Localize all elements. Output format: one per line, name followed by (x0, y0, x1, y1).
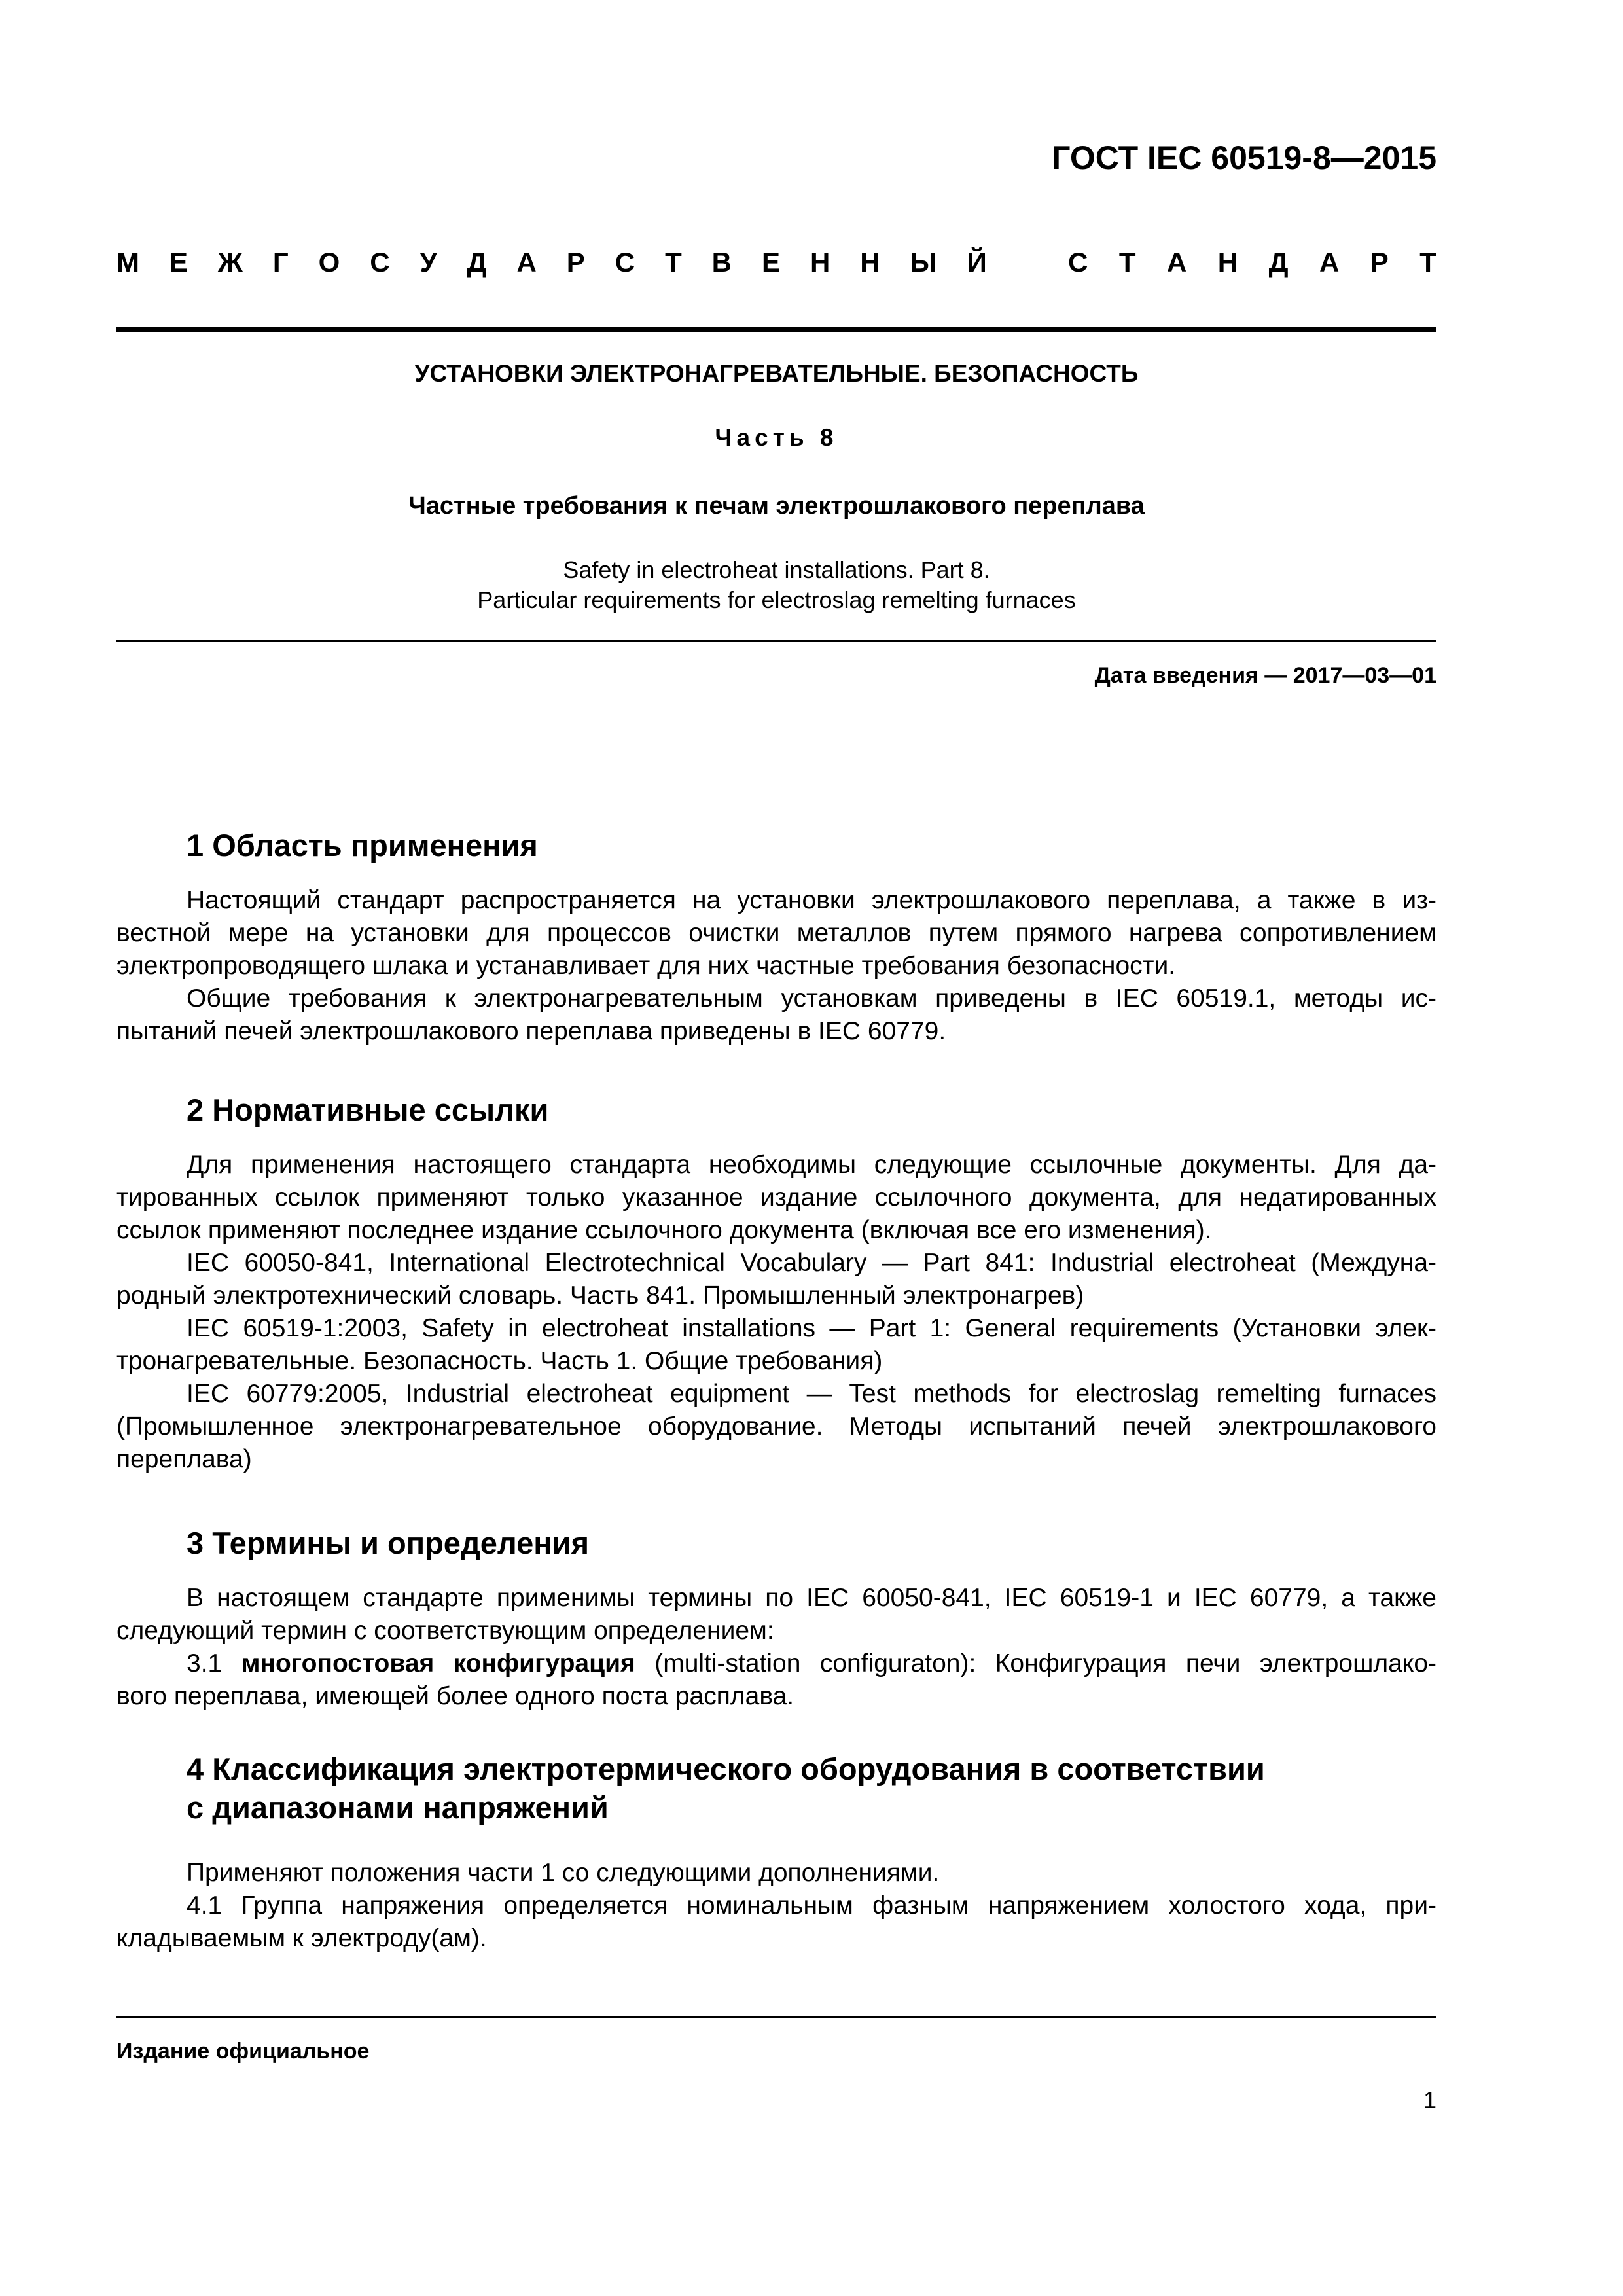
interstate-word-1 (116, 247, 987, 278)
heading-line: с диапазонами напряжений (187, 1790, 609, 1825)
text-line: Общие требования к электронагревательным установкам приведены в IEC 60519.1, методы ис- (187, 984, 1436, 1013)
letter: О (318, 247, 340, 278)
section-body-normative-references (116, 1149, 1436, 1476)
letter: А (1166, 247, 1187, 278)
english-title-line-1: Safety in electroheat installations. Part 8. (563, 556, 990, 583)
text-line: электропроводящего шлака и устанавливает для них частные требования безопасности. (116, 952, 1176, 980)
letter: Д (1268, 247, 1289, 278)
letter: Т (1419, 247, 1436, 278)
text-line: IEC 60779:2005, Industrial electroheat equipment — Test methods for electroslag remelting furnaces (187, 1380, 1436, 1408)
text-line: IEC 60050-841, International Electrotechnical Vocabulary — Part 841: Industrial electroheat (Междуна- (187, 1249, 1436, 1277)
letter: Е (169, 247, 188, 278)
letter: Ы (910, 247, 937, 278)
term-definition: (multi-station configuraton): Конфигурация печи электрошлако- (654, 1649, 1436, 1677)
text-line: IEC 60519-1:2003, Safety in electroheat installations — Part 1: General requirements (Установки элек- (187, 1314, 1436, 1342)
text-line: Настоящий стандарт распространяется на установки электрошлакового переплава, а также в из- (187, 886, 1436, 914)
english-title-line-2: Particular requirements for electroslag remelting furnaces (477, 586, 1076, 613)
letter: С (1068, 247, 1088, 278)
text-line: переплава) (116, 1445, 252, 1473)
section-heading-scope: 1 Область применения (187, 828, 538, 863)
letter: А (516, 247, 537, 278)
text-line: родный электротехнический словарь. Часть 841. Промышленный электронагрев) (116, 1282, 1084, 1310)
text-line: пытаний печей электрошлакового переплава приведены в IEC 60779. (116, 1017, 946, 1045)
term-number: 3.1 (187, 1649, 223, 1677)
section-heading-terms-definitions: 3 Термины и определения (187, 1526, 589, 1560)
text-line: вого переплава, имеющей более одного поста расплава. (116, 1682, 794, 1710)
introduction-date: Дата введения — 2017—03—01 (1094, 663, 1436, 688)
letter: Т (1118, 247, 1136, 278)
heading-line: 4 Классификация электротермического оборудования в соответствии (187, 1751, 1265, 1786)
letter: М (116, 247, 139, 278)
part-label: Часть 8 (715, 424, 838, 451)
section-heading-classification (187, 1749, 1265, 1827)
header-divider (116, 327, 1436, 332)
letter: А (1319, 247, 1340, 278)
official-edition-label: Издание официальное (116, 2039, 370, 2064)
title-divider (116, 640, 1436, 642)
text-line: вестной мере на установки для процессов очистки металлов путем прямого нагрева сопротивлением (116, 919, 1436, 947)
letter: Р (566, 247, 585, 278)
document-title: УСТАНОВКИ ЭЛЕКТРОНАГРЕВАТЕЛЬНЫЕ. БЕЗОПАСНОСТЬ (414, 360, 1139, 387)
letter: С (615, 247, 635, 278)
text-line: Для применения настоящего стандарта необходимы следующие ссылочные документы. Для да- (187, 1151, 1436, 1179)
text-line: В настоящем стандарте применимы термины по IEC 60050-841, IEC 60519-1 и IEC 60779, а также (187, 1584, 1436, 1612)
page-number: 1 (1423, 2087, 1436, 2113)
letter: Й (967, 247, 987, 278)
section-heading-normative-references: 2 Нормативные ссылки (187, 1092, 549, 1127)
text-line: тированных ссылок применяют только указанное издание ссылочного документа, для недатированных (116, 1183, 1436, 1211)
text-line: ссылок применяют последнее издание ссылочного документа (включая все его изменения). (116, 1216, 1212, 1244)
letter: С (370, 247, 390, 278)
section-body-scope (116, 884, 1436, 1048)
letter: Ж (217, 247, 243, 278)
text-line: Применяют положения части 1 со следующими дополнениями. (187, 1859, 940, 1887)
letter: Н (860, 247, 880, 278)
interstate-word-2 (1068, 247, 1436, 278)
term-definition-line (116, 1647, 1436, 1680)
section-body-terms-definitions (116, 1582, 1436, 1713)
letter: Н (810, 247, 830, 278)
text-line: кладываемым к электроду(ам). (116, 1924, 487, 1952)
term-name: многопостовая конфигурация (241, 1649, 635, 1677)
text-line: (Промышленное электронагревательное оборудование. Методы испытаний печей электрошлакового (116, 1412, 1436, 1441)
letter: В (711, 247, 732, 278)
letter: Д (467, 247, 487, 278)
letter: Р (1370, 247, 1389, 278)
letter: Г (272, 247, 289, 278)
letter: Н (1217, 247, 1238, 278)
interstate-standard-banner (116, 247, 1436, 278)
text-line: 4.1 Группа напряжения определяется номинальным фазным напряжением холостого хода, при- (187, 1892, 1436, 1920)
document-subtitle: Частные требования к печам электрошлакового переплава (408, 492, 1145, 520)
text-line: следующий термин с соответствующим определением: (116, 1617, 774, 1645)
letter: Т (665, 247, 682, 278)
section-body-classification (116, 1857, 1436, 1955)
letter: Е (761, 247, 780, 278)
letter: У (419, 247, 437, 278)
standard-designation: ГОСТ IEC 60519-8—2015 (1052, 139, 1436, 176)
text-line: тронагревательные. Безопасность. Часть 1. Общие требования) (116, 1347, 883, 1375)
footer-divider (116, 2016, 1436, 2018)
